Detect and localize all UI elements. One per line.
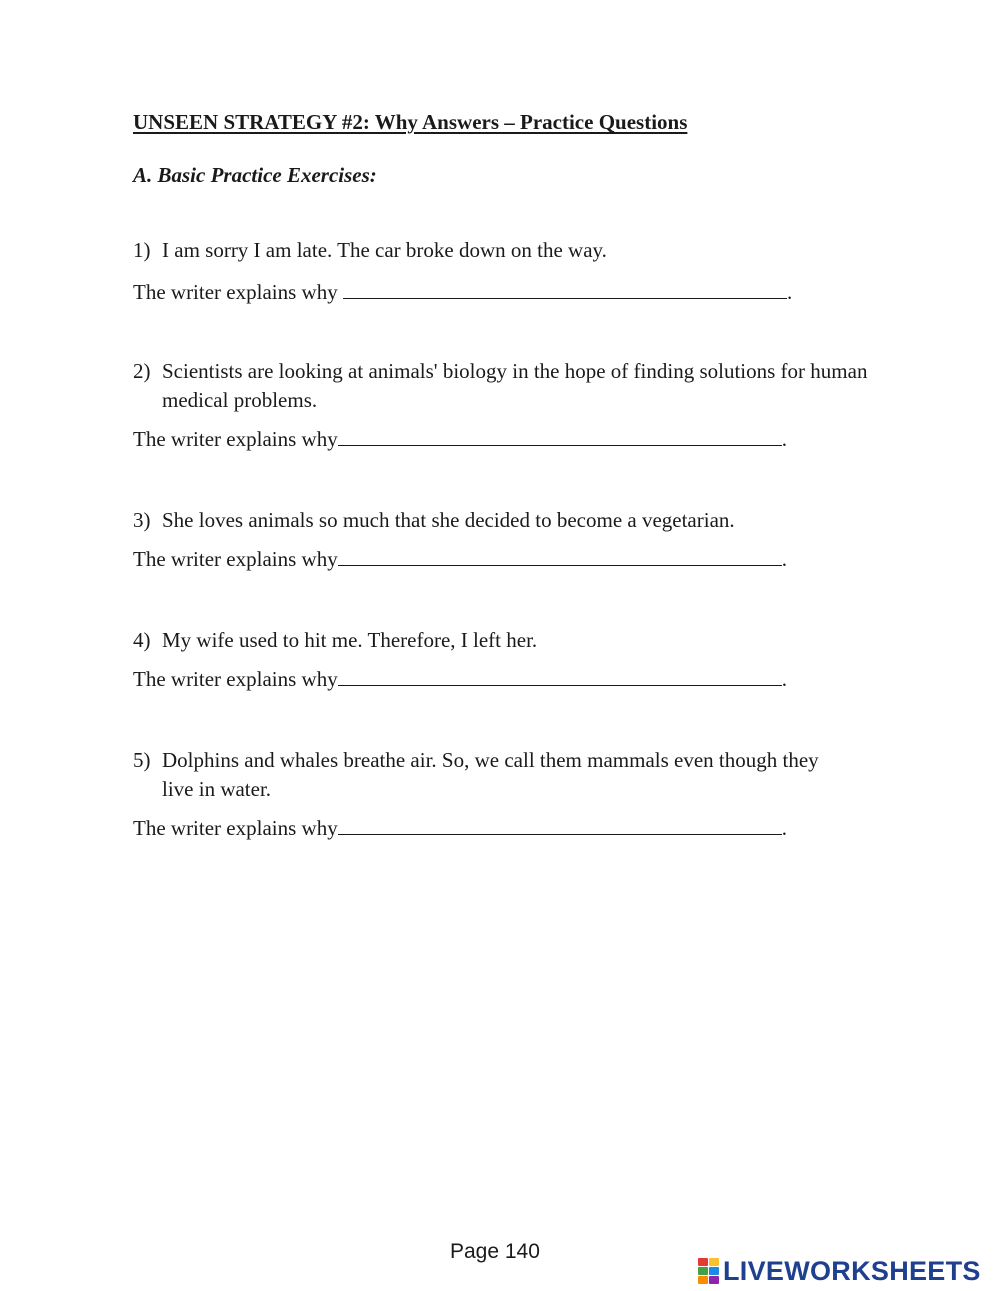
answer-line-1 (133, 280, 792, 305)
question-3 (133, 506, 893, 535)
answer-line-3 (133, 547, 787, 572)
answer-line-4 (133, 667, 787, 692)
question-4 (133, 626, 893, 655)
question-number: 3) (133, 508, 151, 532)
question-text: I am sorry I am late. The car broke down on the way. (162, 238, 607, 262)
question-number: 1) (133, 238, 151, 262)
question-1 (133, 236, 893, 265)
answer-blank-3[interactable] (338, 547, 782, 566)
answer-prompt: The writer explains why (133, 280, 343, 304)
answer-prompt: The writer explains why (133, 667, 338, 691)
question-text: Scientists are looking at animals' biology in the hope of finding solutions for human medical problems. (162, 359, 868, 412)
liveworksheets-icon (698, 1258, 720, 1284)
question-number: 2) (133, 359, 151, 383)
question-text: Dolphins and whales breathe air. So, we call them mammals even though they live in water. (162, 748, 819, 801)
answer-prompt: The writer explains why (133, 816, 338, 840)
answer-blank-5[interactable] (338, 816, 782, 835)
answer-blank-1[interactable] (343, 280, 787, 299)
liveworksheets-logo[interactable] (698, 1255, 981, 1287)
answer-line-2 (133, 427, 787, 452)
page-title: UNSEEN STRATEGY #2: Why Answers – Practice Questions (133, 110, 688, 134)
question-number: 4) (133, 628, 151, 652)
answer-period: . (781, 816, 787, 840)
answer-blank-2[interactable] (338, 427, 782, 446)
question-2 (133, 357, 893, 415)
answer-period: . (781, 547, 787, 571)
question-text: My wife used to hit me. Therefore, I left her. (162, 628, 538, 652)
answer-period: . (781, 667, 787, 691)
question-5 (133, 746, 853, 804)
answer-blank-4[interactable] (338, 667, 782, 686)
question-text: She loves animals so much that she decided to become a vegetarian. (162, 508, 735, 532)
answer-prompt: The writer explains why (133, 547, 338, 571)
brand-name: LIVEWORKSHEETS (723, 1255, 981, 1286)
answer-prompt: The writer explains why (133, 427, 338, 451)
question-number: 5) (133, 748, 151, 772)
page-number: Page 140 (450, 1240, 540, 1263)
answer-period: . (781, 427, 787, 451)
answer-line-5 (133, 816, 787, 841)
answer-period: . (786, 280, 793, 304)
section-heading: A. Basic Practice Exercises: (133, 163, 377, 187)
